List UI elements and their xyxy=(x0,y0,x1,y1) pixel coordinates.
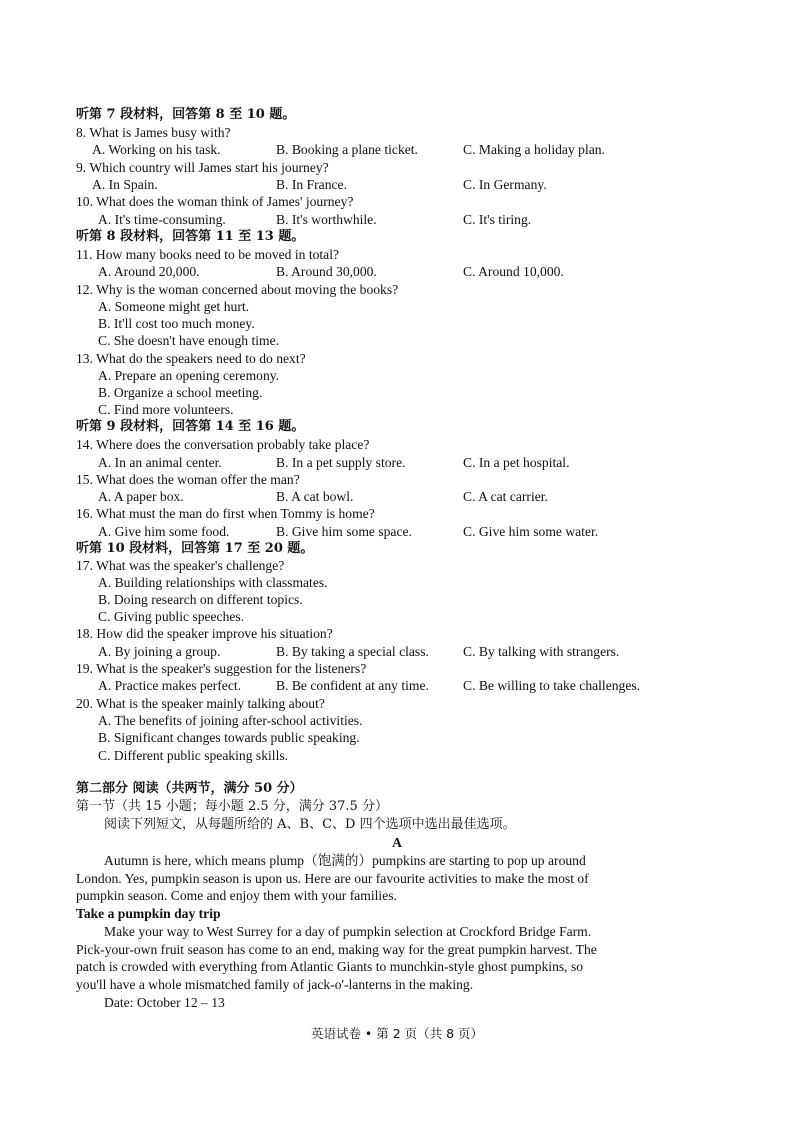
option-a: A. Building relationships with classmates. xyxy=(98,575,328,590)
option-a: A. By joining a group. xyxy=(98,644,221,659)
question: 20. What is the speaker mainly talking about? xyxy=(76,696,325,711)
option-b: B. Organize a school meeting. xyxy=(98,385,263,400)
option-a: A. A paper box. xyxy=(98,489,184,504)
option-b: B. It'll cost too much money. xyxy=(98,316,255,331)
date-line: Date: October 12 – 13 xyxy=(104,995,225,1010)
option-b: B. In France. xyxy=(276,177,347,192)
option-b: B. Be confident at any time. xyxy=(276,678,429,693)
question: 11. How many books need to be moved in total? xyxy=(76,247,340,262)
body-line: you'll have a whole mismatched family of jack-o'-lanterns in the making. xyxy=(76,976,474,992)
option-c: C. She doesn't have enough time. xyxy=(98,333,280,348)
question: 15. What does the woman offer the man? xyxy=(76,472,300,487)
question: 16. What must the man do first when Tommy is home? xyxy=(76,506,375,521)
intro-line: London. Yes, pumpkin season is upon us. Here are our favourite activities to make the most of xyxy=(76,870,589,886)
option-c: C. It's tiring. xyxy=(463,212,532,227)
question: 10. What does the woman think of James' journey? xyxy=(76,194,354,209)
option-a: A. Someone might get hurt. xyxy=(98,299,250,314)
passage-body xyxy=(76,923,694,993)
option-a: A. Around 20,000. xyxy=(98,264,200,279)
question: 14. Where does the conversation probably take place? xyxy=(76,437,370,452)
question: 18. How did the speaker improve his situation? xyxy=(76,626,333,641)
option-a: A. Give him some food. xyxy=(98,524,230,539)
option-c: C. By talking with strangers. xyxy=(463,644,620,659)
option-c: C. Making a holiday plan. xyxy=(463,142,605,157)
question: 9. Which country will James start his journey? xyxy=(76,160,329,175)
option-c: C. Giving public speeches. xyxy=(98,609,245,624)
section-header: 听第 8 段材料，回答第 11 至 13 题。 xyxy=(76,229,305,244)
option-c: C. In a pet hospital. xyxy=(463,455,570,470)
option-b: B. Significant changes towards public speaking. xyxy=(98,730,360,745)
page-footer: 英语试卷 • 第 2 页（共 8 页） xyxy=(310,1026,484,1041)
passage-intro xyxy=(76,852,694,905)
section-title: 第一节（共 15 小题；每小题 2.5 分，满分 37.5 分） xyxy=(76,799,388,814)
question: 8. What is James busy with? xyxy=(76,125,231,140)
section-header: 听第 7 段材料，回答第 8 至 10 题。 xyxy=(76,107,296,122)
section-header: 听第 9 段材料，回答第 14 至 16 题。 xyxy=(76,419,305,434)
body-line: patch is crowded with everything from Atlantic Giants to munchkin-style ghost pumpkins, so xyxy=(76,959,584,975)
option-a: A. Prepare an opening ceremony. xyxy=(98,368,280,383)
passage-subheading: Take a pumpkin day trip xyxy=(76,906,221,921)
instruction: 阅读下列短文，从每题所给的 A、B、C、D 四个选项中选出最佳选项。 xyxy=(104,817,516,832)
option-a: A. Practice makes perfect. xyxy=(98,678,242,693)
option-b: B. Around 30,000. xyxy=(276,264,377,279)
question: 19. What is the speaker's suggestion for the listeners? xyxy=(76,661,367,676)
option-c: C. In Germany. xyxy=(463,177,547,192)
intro-line: Autumn is here, which means plump（饱满的）pumpkins are starting to pop up around xyxy=(104,853,586,868)
option-b: B. By taking a special class. xyxy=(276,644,429,659)
section-header: 听第 10 段材料，回答第 17 至 20 题。 xyxy=(76,541,314,556)
option-b: B. Booking a plane ticket. xyxy=(276,142,418,157)
option-a: A. In Spain. xyxy=(92,177,158,192)
option-a: A. In an animal center. xyxy=(98,455,222,470)
part-title: 第二部分 阅读（共两节，满分 50 分） xyxy=(76,781,303,796)
option-b: B. Give him some space. xyxy=(276,524,412,539)
option-b: B. A cat bowl. xyxy=(276,489,354,504)
option-c: C. Different public speaking skills. xyxy=(98,748,289,763)
option-a: A. It's time-consuming. xyxy=(98,212,226,227)
question: 17. What was the speaker's challenge? xyxy=(76,558,285,573)
passage-letter: A xyxy=(392,835,402,850)
option-a: A. Working on his task. xyxy=(92,142,221,157)
body-line: Make your way to West Surrey for a day of pumpkin selection at Crockford Bridge Farm. xyxy=(104,924,592,939)
intro-line: pumpkin season. Come and enjoy them with your families. xyxy=(76,888,397,904)
option-b: B. It's worthwhile. xyxy=(276,212,377,227)
option-b: B. In a pet supply store. xyxy=(276,455,406,470)
option-b: B. Doing research on different topics. xyxy=(98,592,303,607)
option-c: C. Be willing to take challenges. xyxy=(463,678,641,693)
question: 13. What do the speakers need to do next? xyxy=(76,351,306,366)
option-c: C. A cat carrier. xyxy=(463,489,548,504)
question: 12. Why is the woman concerned about moving the books? xyxy=(76,282,399,297)
option-c: C. Around 10,000. xyxy=(463,264,564,279)
body-line: Pick-your-own fruit season has come to an end, making way for the great pumpkin harvest. The xyxy=(76,941,597,957)
option-a: A. The benefits of joining after-school activities. xyxy=(98,713,363,728)
option-c: C. Give him some water. xyxy=(463,524,599,539)
option-c: C. Find more volunteers. xyxy=(98,402,234,417)
